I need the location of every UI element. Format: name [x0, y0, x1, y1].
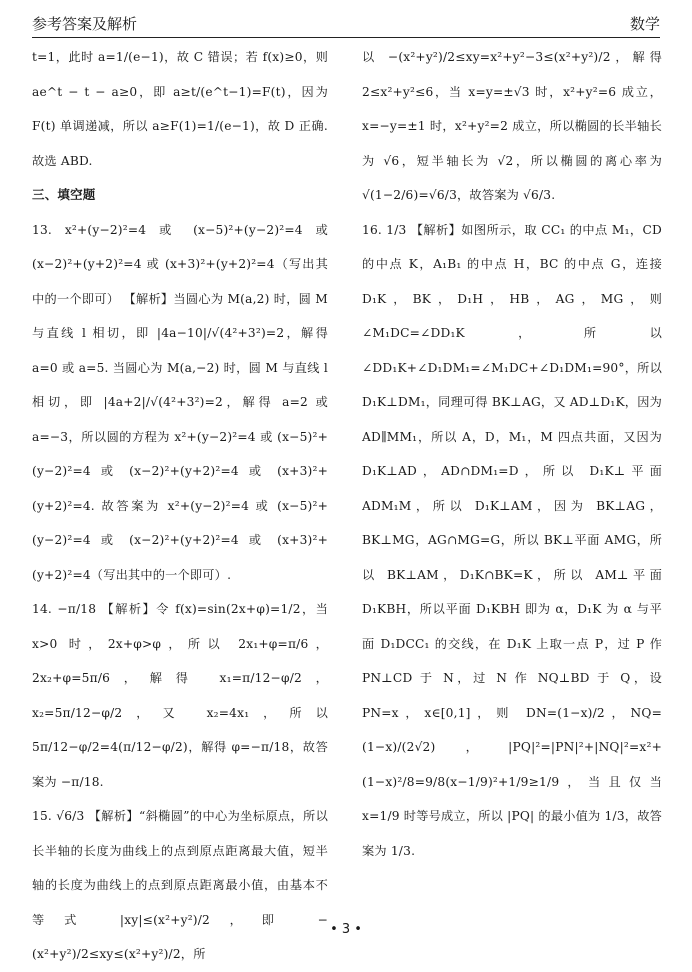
q15-continuation: 以 −(x²+y²)/2≤xy=x²+y²−3≤(x²+y²)/2，解得 2≤x²+y²≤6，当 x=y=±√3 时，x²+y²=6 成立，x=−y=±1 时，x²+y²=2 成立，所以椭圆的长半轴长为 √6，短半轴长为 √2，所以椭圆的离心率为 √(1−2/6)=√6/3，故答案为 √6/3.	[362, 50, 662, 202]
right-column	[362, 40, 662, 909]
page-number: • 3 •	[330, 922, 362, 937]
q12-continuation: t=1，此时 a=1/(e−1)，故 C 错误；若 f(x)≥0，则 ae^t − t − a≥0，即 a≥t/(e^t−1)=F(t)，因为 F(t) 单调递减，所以 a≥F(1)=1/(e−1)，故 D 正确. 故选 ABD.	[32, 50, 328, 168]
header-title: 参考答案及解析	[32, 15, 138, 33]
header-subject: 数学	[629, 15, 660, 33]
question-14: 14. −π/18 【解析】令 f(x)=sin(2x+φ)=1/2，当 x>0 时，2x+φ>φ，所以 2x₁+φ=π/6，2x₂+φ=5π/6，解得 x₁=π/12−φ/2，x₂=5π/12−φ/2，又 x₂=4x₁，所以 5π/12−φ/2=4(π/12−φ/2)，解得 φ=−π/18，故答案为 −π/18.	[32, 602, 328, 789]
question-16: 16. 1/3 【解析】如图所示，取 CC₁ 的中点 M₁，CD 的中点 K，A₁B₁ 的中点 H，BC 的中点 G，连接 D₁K，BK，D₁H，HB，AG，MG，则 ∠M₁DC=∠DD₁K，所以 ∠DD₁K+∠D₁DM₁=∠M₁DC+∠D₁DM₁=90°，所以 D₁K⊥DM₁，同理可得 BK⊥AG，又 AD⊥D₁K，因为 AD∥MM₁，所以 A，D，M₁，M 四点共面，又因为 D₁K⊥AD，AD∩DM₁=D，所以 D₁K⊥平面 ADM₁M，所以 D₁K⊥AM，因为 BK⊥AG，BK⊥MG，AG∩MG=G，所以 BK⊥平面 AMG，所以 BK⊥AM，D₁K∩BK=K，所以 AM⊥平面 D₁KBH，所以平面 D₁KBH 即为 α，D₁K 为 α 与平面 D₁DCC₁ 的交线，在 D₁K 上取一点 P，过 P 作 PN⊥CD 于 N，过 N 作 NQ⊥BD 于 Q，设 PN=x，x∈[0,1]，则 DN=(1−x)/2，NQ=(1−x)/(2√2)，|PQ|²=|PN|²+|NQ|²=x²+(1−x)²/8=9/8(x−1/9)²+1/9≥1/9，当且仅当 x=1/9 时等号成立，所以 |PQ| 的最小值为 1/3，故答案为 1/3.	[362, 222, 662, 858]
question-15: 15. √6/3 【解析】“斜椭圆”的中心为坐标原点，所以长半轴的长度为曲线上的点到原点距离最大值，短半轴的长度为曲线上的点到原点距离最小值，由基本不等式 |xy|≤(x²+y²)/2，即 −(x²+y²)/2≤xy≤(x²+y²)/2，所	[32, 809, 328, 961]
section-title: 三、填空题	[32, 187, 96, 202]
question-13: 13. x²+(y−2)²=4 或 (x−5)²+(y−2)²=4 或 (x−2)²+(y+2)²=4 或 (x+3)²+(y+2)²=4（写出其中的一个即可） 【解析】当圆心为 M(a,2) 时，圆 M 与直线 l 相切，即 |4a−10|/√(4²+3²)=2，解得 a=0 或 a=5. 当圆心为 M(a,−2) 时，圆 M 与直线 l 相切，即 |4a+2|/√(4²+3²)=2，解得 a=2 或 a=−3，所以圆的方程为 x²+(y−2)²=4 或 (x−5)²+(y−2)²=4 或 (x−2)²+(y+2)²=4 或 (x+3)²+(y+2)²=4. 故答案为 x²+(y−2)²=4 或 (x−5)²+(y−2)²=4 或 (x−2)²+(y+2)²=4 或 (x+3)²+(y+2)²=4（写出其中的一个即可）.	[32, 222, 328, 582]
page-header	[32, 8, 660, 38]
left-column	[32, 40, 328, 961]
